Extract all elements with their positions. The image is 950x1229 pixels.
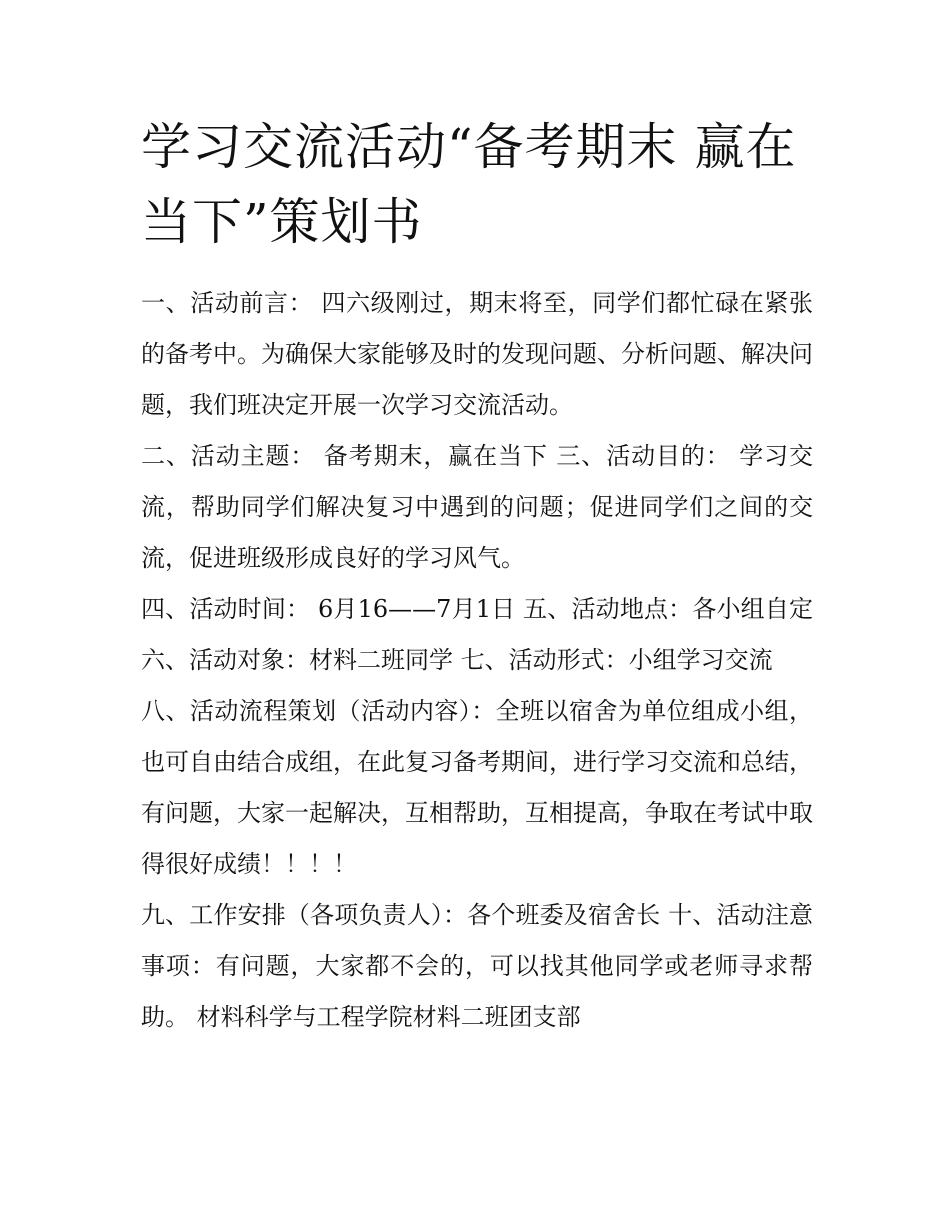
document-body — [141, 278, 813, 1043]
paragraph-theme-purpose: 二、活动主题： 备考期末，赢在当下 三、活动目的： 学习交流，帮助同学们解决复习中遇到的问题；促进同学们之间的交流，促进班级形成良好的学习风气。 — [141, 442, 813, 572]
paragraph-preface: 一、活动前言： 四六级刚过，期末将至，同学们都忙碌在紧张的备考中。为确保大家能够及时的发现问题、分析问题、解决问题，我们班决定开展一次学习交流活动。 — [141, 289, 813, 419]
paragraph-arrangement: 九、工作安排（各项负责人）：各个班委及宿舍长 十、活动注意事项：有问题，大家都不会的，可以找其他同学或老师寻求帮助。 材料科学与工程学院材料二班团支部 — [141, 901, 813, 1031]
document-title: 学习交流活动“备考期末 赢在当下”策划书 — [141, 118, 797, 251]
paragraph-process: 八、活动流程策划（活动内容）：全班以宿舍为单位组成小组，也可自由结合成组，在此复习备考期间，进行学习交流和总结，有问题，大家一起解决，互相帮助，互相提高，争取在考试中取得很好成绩！！！！ — [141, 697, 813, 878]
paragraph-time-place-form: 四、活动时间： 6月16——7月1日 五、活动地点：各小组自定 六、活动对象：材料二班同学 七、活动形式：小组学习交流 — [141, 595, 813, 674]
